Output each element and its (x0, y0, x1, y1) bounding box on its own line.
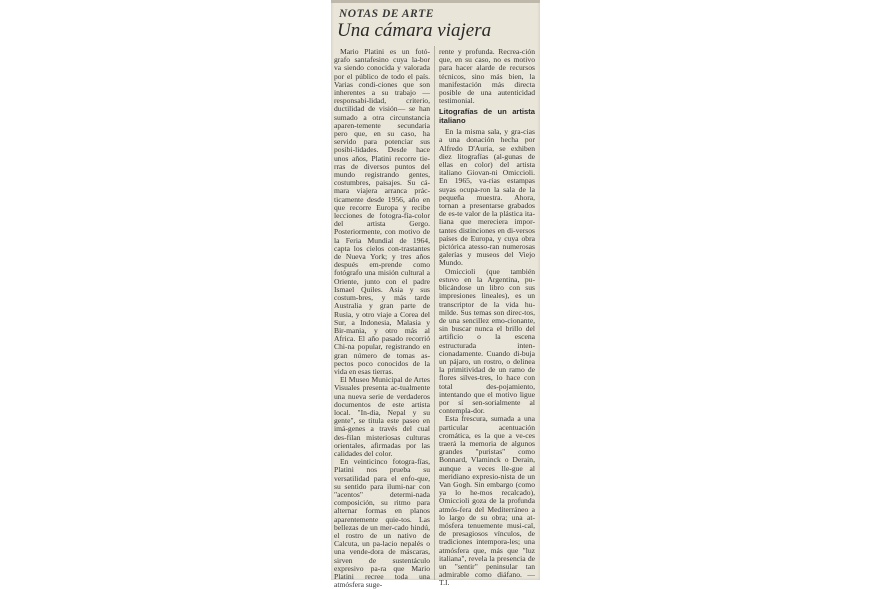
top-rule (331, 0, 540, 3)
paragraph: En veinticinco fotogra-fías, Platini nos prueba su versatilidad para el enfo-que, su sentido para ilumi-nar con "acentos" determi-nada composición, su ritmo para alternar formas en planos aparentemente quie-tos. Las bellezas de un mer-cado hindú, el rostro de un nativo de Calcuta, un pa-lacio nepalés o una vende-dora de máscaras, sirven de sustentáculo expresivo pa-ra que Mario Platini recree toda una atmósfera suge- (334, 457, 430, 589)
paragraph: Esta frescura, sumada a una particular acentuación cromática, es la que a ve-ces traerá la memoria de algunos grandes "puristas" como Bonnard, Vlaminck o Derain, aunque a veces lle-gue al meridiano expresio-nista de un Van Gogh. Sin embargo (como ya lo he-mos recalcado), Omiccioli goza de la profunda atmós-fera del Mediterráneo a lo largo de su obra; una at-mósfera tenuemente musi-cal, de presagiosos vínculos, de tradiciones intempora-les; una atmósfera que, más que "luz italiana", revela la presencia de un "sentir" peninsular tan admirable como diáfano. — T.I. (439, 414, 535, 588)
article-subheading: Litografías de un artista italiano (439, 107, 535, 125)
paragraph: Omiccioli (que también estuvo en la Argentina, pu-blicándose un libro con sus impresiones lineales), es un transcriptor de la vida hu-milde. Sus temas son direc-tos, de una sencillez emo-cionante, sin buscar nunca el brillo del artificio o la escena estructurada inten-cionadamente. Cuando di-buja un pájaro, un rostro, o delinea la primitividad de un ramo de flores silves-tres, lo hace con total des-pojamiento, intentando que el motivo ligue por sí sen-sorialmente al contempla-dor. (439, 266, 535, 416)
column-divider (434, 46, 435, 580)
article-column-2 (439, 47, 535, 588)
paragraph: Mario Platini es un fotó-grafo santafesino cuya la-bor va siendo conocida y valorada por el público de todo el país. Varias condi-ciones que son inherentes a su trabajo —responsabi-lidad, criterio, ductilidad de visión— se han sumado a otra circunstancia aparen-temente secundaria pero que, en su caso, ha servido para potenciar sus posibi-lidades. Desde hace unos años, Platini recorre tie-rras de diversos puntos del mundo registrando gentes, costumbres, paisajes. Su cá-mara viajera arranca prác-ticamente desde 1956, año en que recorre Europa y recibe lecciones de fotogra-fía-color del artista Gergo. Posteriormente, con motivo de la Feria Mundial de 1964, capta los cielos con-trastantes de Nueva York; y tres años después em-prende como fotógrafo una misión cultural a Oriente, junto con el padre Ismael Quiles. Asia y sus costum-bres, y más tarde Australia y gran parte de Rusia, y otro viaje a Corea del Sur, a Indonesia, Malasia y Bir-mania, y otro más al Africa. El año pasado recorrió Chi-na popular, registrando en gran número de tomas as-pectos poco conocidos de la vida en esas tierras. (334, 47, 430, 376)
article-headline: Una cámara viajera (337, 20, 492, 41)
section-kicker: NOTAS DE ARTE (339, 8, 434, 20)
article-column-1 (334, 47, 430, 589)
newspaper-clipping (331, 0, 540, 589)
paragraph: El Museo Municipal de Artes Visuales presenta ac-tualmente una nueva serie de verdaderos documentos de este artista local. "In-dia, Nepal y su gente", se titula este paseo en imá-genes a través del cual des-filan misteriosas culturas orientales, afirmadas por las calidades del color. (334, 375, 430, 458)
paragraph: rente y profunda. Recrea-ción que, en su caso, no es motivo para hacer alarde de recursos técnicos, sino más bien, la manifestación más directa posible de una autenticidad testimonial. (439, 47, 535, 106)
paragraph: En la misma sala, y gra-cias a una donación hecha por Alfredo D'Auria, se exhiben diez litografías (al-gunas de ellas en color) del artista italiano Giovan-ni Omiccioli. En 1965, va-rias estampas suyas ocupa-ron la sala de la pequeña muestra. Ahora, tornan a presentarse grabados de es-te valor de la plástica ita-liana que mereciera impor-tantes distinciones en di-versos países de Europa, y cuya obra pictórica atesso-ran numerosas galerías y museos del Viejo Mundo. (439, 127, 535, 268)
